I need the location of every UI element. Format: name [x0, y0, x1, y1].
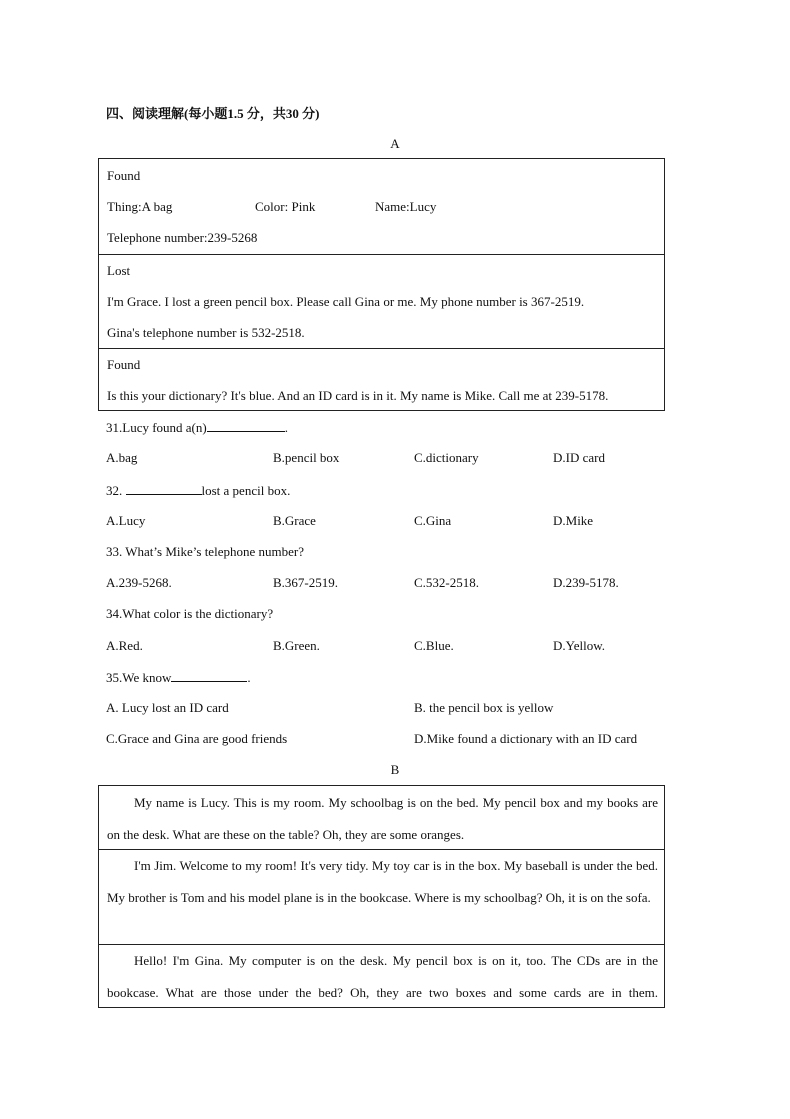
notice-found-bag	[99, 159, 664, 254]
option-d: D.Mike found a dictionary with an ID card	[414, 731, 638, 746]
room-paragraph-jim	[99, 849, 664, 944]
paragraph-text: I'm Jim. Welcome to my room! It's very tidy. My toy car is in the box. My baseball is under the bed. My brother is Tom and his model plane is in the bookcase. Where is my schoolbag? Oh, it is on the sofa.	[107, 858, 658, 905]
question-text-end: .	[247, 670, 251, 685]
option-a: A.239-5268.	[106, 575, 172, 590]
question-31	[106, 419, 288, 436]
room-paragraph-gina	[99, 944, 664, 1007]
answer-blank	[126, 482, 202, 495]
passage-a-table	[98, 158, 665, 411]
answer-blank	[171, 669, 247, 682]
question-33: 33. What’s Mike’s telephone number?	[106, 544, 304, 559]
question-text: 35.We know	[106, 670, 172, 685]
notice-heading: Found	[107, 168, 141, 183]
option-a: A.Lucy	[106, 513, 146, 528]
question-text: 32.	[106, 483, 126, 498]
option-b: B.pencil box	[273, 450, 340, 465]
notice-heading: Lost	[107, 263, 131, 278]
option-d: D.ID card	[553, 450, 605, 465]
question-text: 31.Lucy found a(n)	[106, 420, 207, 435]
option-d: D.239-5178.	[553, 575, 619, 590]
option-c: C.Blue.	[414, 638, 454, 653]
notice-thing: Thing:A bag	[107, 199, 173, 214]
option-a: A.Red.	[106, 638, 143, 653]
notice-heading: Found	[107, 357, 141, 372]
paragraph-text: My name is Lucy. This is my room. My schoolbag is on the bed. My pencil box and my books are on the desk. What are these on the table? Oh, they are some oranges.	[107, 795, 658, 842]
option-c: C.Gina	[414, 513, 452, 528]
option-d: D.Mike	[553, 513, 594, 528]
room-paragraph-lucy	[99, 786, 664, 849]
option-b: B.Green.	[273, 638, 320, 653]
question-34: 34.What color is the dictionary?	[106, 606, 274, 621]
notice-name: Name:Lucy	[375, 199, 437, 214]
option-a: A. Lucy lost an ID card	[106, 700, 229, 715]
notice-color: Color: Pink	[255, 199, 316, 214]
question-32	[106, 482, 290, 499]
question-35	[106, 669, 251, 686]
option-c: C.Grace and Gina are good friends	[106, 731, 288, 746]
paragraph-text: Hello! I'm Gina. My computer is on the desk. My pencil box is on it, too. The CDs are in the bookcase. What are those under the bed? Oh, they are two boxes and some cards are in them.	[107, 953, 658, 1000]
option-a: A.bag	[106, 450, 138, 465]
option-c: C.dictionary	[414, 450, 479, 465]
option-c: C.532-2518.	[414, 575, 479, 590]
question-text-end: lost a pencil box.	[201, 483, 291, 498]
answer-blank	[207, 419, 285, 432]
question-text-end: .	[284, 420, 288, 435]
notice-text: Is this your dictionary? It's blue. And an ID card is in it. My name is Mike. Call me at 239-5178.	[107, 388, 609, 403]
passage-b-table	[98, 785, 665, 1008]
notice-telephone: Telephone number:239-5268	[107, 230, 258, 245]
option-b: B. the pencil box is yellow	[414, 700, 554, 715]
option-b: B.Grace	[273, 513, 316, 528]
passage-a-label: A	[390, 136, 400, 151]
section-title: 四、阅读理解(每小题1.5 分，共30 分)	[106, 106, 320, 121]
option-b: B.367-2519.	[273, 575, 338, 590]
notice-lost	[99, 254, 664, 348]
option-d: D.Yellow.	[553, 638, 606, 653]
notice-found-dictionary	[99, 348, 664, 410]
notice-text: I'm Grace. I lost a green pencil box. Please call Gina or me. My phone number is 367-2519.	[107, 294, 585, 309]
notice-text: Gina's telephone number is 532-2518.	[107, 325, 305, 340]
passage-b-label: B	[390, 762, 400, 777]
